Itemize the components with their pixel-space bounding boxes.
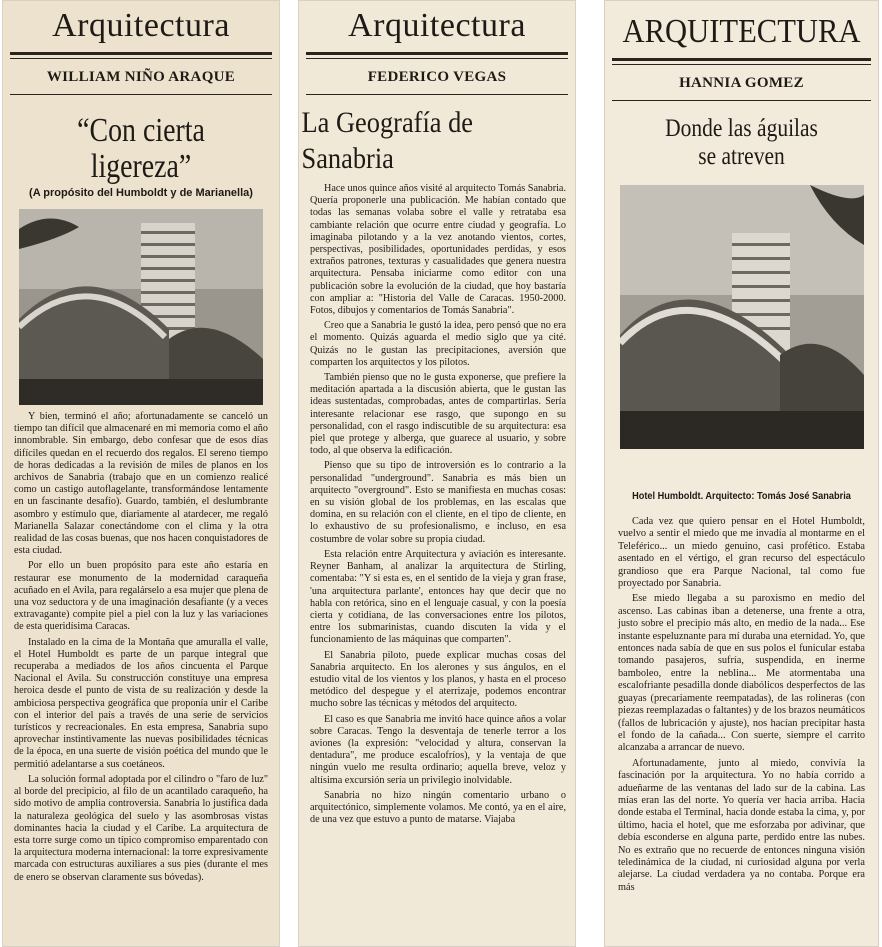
paragraph: Sanabria no hizo ningún comentario urbano o arquitectónico, simplemente volamos. Me contó, ya en el aire, de una vez que estuvo a punto de matarse. Viajaba — [310, 789, 566, 826]
article-body — [2, 411, 280, 884]
divider — [612, 64, 871, 65]
article-headline — [623, 115, 860, 171]
paragraph: Hace unos quince años visité al arquitecto Tomás Sanabria. Quería proponerle una publicación. Me habían contado que todas las semanas volaba sobre el valle y retrataba esa cambiante relación que ocurre entre ciudad y geografía. Lo imaginaba pilotando y a la vez anotando vientos, cortes, perspectivas, posibilidades, oportunidades perdidas, y esos extraños patrones, texturas y casualidades que genera nuestra arquitectura. Pensaba iniciarme como editor con una publicación sobre la evolución de la ciudad, que hoy bastaría con ampliar a: "Historia del Valle de Caracas. 1950-2000. Fotos, dibujos y comentarios de Tomás Sanabria". — [310, 183, 566, 317]
paragraph: Ese miedo llegaba a su paroxismo en medio del ascenso. Las cabinas iban a detenerse, una frente a otra, justo sobre el precipio más alto, en medio de la nada... Ese instante espeluznante para mí duraba una eternidad. Yo, que entonces nada sabía de que en sus polos el funicular estaba tomando pasajeros, sufría, suspendida, en inerme bamboleo, entre la neblina... Me atormentaba una escalofriante pesadilla donde diabólicos desperfectos de las guayas (precariamente reempatadas), de las rolineras (con piezas reemplazadas o faltantes) y de los brazos neumáticos (fallos de lubricación y ajuste), nos hacían precipitar hasta el fondo de la cañada... Con suerte, siempre el carrito alcanzaba a arrancar de nuevo. — [618, 593, 865, 754]
section-title: Arquitectura — [348, 7, 526, 44]
paragraph: Y bien, terminó el año; afortunadamente se canceló un tiempo tan difícil que almacenaré en mi memoria como el año innombrable. Sin embargo, debo confesar que de esos días difíciles quedan en el recuerdo dos regalos. El sereno tiempo de horas dedicadas a la revisión de miles de planos en los archivos de Sanabria (trabajo que en un comienzo realicé como un castigo autoflagelante, transformándose lentamente en un fascinante desafío). Guardo, también, el deslumbrante asombro y estímulo que, diariamente al atardecer, me regaló Marianella Salazar conectándome con el clima y la otra realidad de las cosas buenas, que nos hacen conquistadores de esta ciudad. — [14, 411, 268, 557]
article-subheadline: (A propósito del Humboldt y de Marianella) — [29, 187, 253, 199]
author-byline: WILLIAM NIÑO ARAQUE — [46, 69, 236, 85]
clipping-hannia-gomez — [604, 0, 879, 947]
clipping-nino-araque — [2, 0, 280, 947]
clipping-federico-vegas — [298, 0, 576, 947]
divider — [10, 58, 272, 59]
paragraph: Afortunadamente, junto al miedo, convivía la fascinación por la arquitectura. Yo no había corrido a adueñarme de las ventanas del lado sur de la cabina. Las mías eran las del norte. Yo quería ver hacia arriba. Hacia donde estaba el Terminal, hacia donde estaba la cima, y, por último, hacia el hotel, que me esforzaba por adivinar, que debía esconderse en alguna parte, perdido entre las nubes. No es extraño que no recuerde de entonces ninguna visión teledinámica de la ciudad, ni curiosidad alguna por verla alejarse. La ciudad verdadera ya no contaba. Porque era más — [618, 757, 865, 893]
paragraph: Cada vez que quiero pensar en el Hotel Humboldt, vuelvo a sentir el miedo que me invadía al montarme en el Teleférico... un miedo genuino, casi profético. Estaba asentado en el vértigo, el gran recurso del espectáculo grandioso que era Parque Nacional, tal como fue proyectado por Sanabria. — [618, 516, 865, 590]
photo-caption: Hotel Humboldt. Arquitecto: Tomás José Sanabria — [632, 491, 851, 502]
hotel-humboldt-photo — [620, 185, 864, 449]
section-title: Arquitectura — [52, 7, 230, 44]
paragraph: La solución formal adoptada por el cilindro o "faro de luz" al borde del precipicio, al filo de un acantilado caraqueño, ha sido motivo de amplia controversia. Sanabria lo justifica dada la naturaleza geológica del suelo y las asombrosas vistas dominantes hacia la ciudad y el Caribe. La arquitectura de esta torre surge como un típico compromiso emparentado con la arquitectura moderna internacional: la torre expresivamente marcada con estructuras auxiliares a sus pies (durante el mes de enero se observan claramente sus bóvedas). — [14, 773, 268, 883]
article-body — [604, 502, 879, 894]
article-headline: “Con cierta ligereza” — [77, 112, 205, 185]
divider — [306, 58, 568, 59]
divider — [612, 58, 871, 61]
hotel-humboldt-photo — [19, 209, 263, 405]
author-byline: FEDERICO VEGAS — [367, 69, 507, 85]
paragraph: Por ello un buen propósito para este año estaría en restaurar ese monumento de la modernidad caraqueña acuñado en el Avila, para regalárselo a esa mujer que plena de una voz seductora y de una imaginación desafiante (y a veces extravagante) compite piel a piel con la luz y las variaciones de esta queridísima Caracas. — [14, 560, 268, 633]
paragraph: Pienso que su tipo de introversión es lo contrario a la personalidad "underground". Sanabria es más bien un arquitecto "overground". Esto se manifiesta en muchas cosas: en su visión global de los problemas, en las escalas que domina, en su relación con el cliente, en el tipo de cliente, en lo exhaustivo de su profesionalismo, e incluso, en esa costumbre de volar sobre su propia ciudad. — [310, 460, 566, 545]
divider — [10, 94, 272, 95]
article-body — [298, 177, 576, 826]
paragraph: El caso es que Sanabria me invitó hace quince años a volar sobre Caracas. Tengo la desventaja de tenerle terror a los aviones (la expresión: "velocidad y altura, conservan la dentadura", me produce escalofríos), y la ventaja de que ningún vuelo me resulta ordinario; aquella breve, veloz y altísima excursión sería un privilegio inolvidable. — [310, 713, 566, 786]
paragraph: También pienso que no le gusta exponerse, que prefiere la meditación apartada a la discusión abierta, que le gustan las ideas sustentadas, comprobadas, antes de compartirlas. Sería interesante relacionar ese rasgo, que supongo en su personalidad, con el rasgo indiscutible de su arquitectura: esa piel que protege y alberga, que guarece al usuario, y sobre todo, al que observa la edificación. — [310, 372, 566, 457]
headline-line: Donde las águilas — [665, 115, 818, 142]
paragraph: Creo que a Sanabria le gustó la idea, pero pensó que no era el momento. Quizás aguarda el medio siglo que ya cité. Quizás no le gustan las precipitaciones, aversión que comparten los arquitectos y los pilotos. — [310, 320, 566, 368]
paragraph: Esta relación entre Arquitectura y aviación es interesante. Reyner Banham, al analizar la arquitectura de Stirling, comentaba: "Y si esta es, en el sentido de la vieja y gran frase, 'una arquitectura parlante', entonces hay que decir que no habla con retórica, sino en el lenguaje casual, y con la poesía cierta y cotidiana, de las conversaciones entre los pilotos, entre los submarinistas, cuando discuten la vida y el funcionamiento de las máquinas que comparten". — [310, 548, 566, 646]
divider — [612, 100, 871, 101]
author-byline: HANNIA GOMEZ — [679, 75, 804, 91]
section-title: ARQUITECTURA — [622, 13, 861, 50]
paragraph: El Sanabria piloto, puede explicar muchas cosas del Sanabria arquitecto. En los alerones y sus ángulos, en el estudio vital de los vientos y los planos, y hasta en el proceso metódico del despegue y el aterrizaje, podemos encontrar mucho sobre las técnicas y métodos del arquitecto. — [310, 649, 566, 710]
divider — [10, 52, 272, 55]
divider — [306, 52, 568, 55]
headline-line: se atreven — [698, 143, 785, 170]
article-headline: La Geografía de Sanabria — [301, 106, 474, 175]
paragraph: Instalado en la cima de la Montaña que amuralla el valle, el Hotel Humboldt es parte de un parque integral que recuperaba a mediados de los años cincuenta el Parque Nacional el Avila. Su construcción constituye una empresa heroica desde el punto de vista de su realización y desde la ambiciosa perspectiva geográfica que proponía unir el Caribe con el interior del país a través de una serie de servicios turísticos y recreacionales. En esta empresa, Sanabria supo aprovechar instintivamente las nuevas posibilidades técnicas de la época, en una suerte de visión poética del mundo que le permitió adelantarse a sus coetáneos. — [14, 636, 268, 770]
divider — [306, 94, 568, 95]
